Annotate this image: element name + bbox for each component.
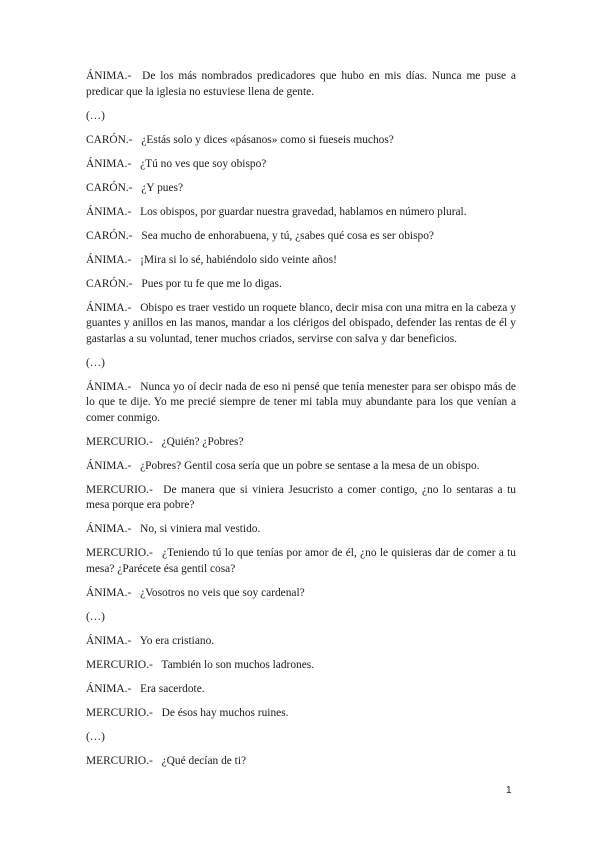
dialogue-paragraph (86, 658, 516, 674)
ellipsis-marker: (…) (86, 730, 105, 743)
dialogue-paragraph (86, 435, 516, 451)
dialogue-paragraph (86, 483, 516, 514)
ellipsis-marker: (…) (86, 109, 105, 122)
dialogue-text: ¿Vosotros no veis que soy cardenal? (140, 586, 305, 599)
dialogue-paragraph (86, 356, 516, 372)
speaker-name: ÁNIMA.- (86, 70, 132, 82)
dialogue-paragraph (86, 229, 516, 245)
dialogue-text: ¿Quién? ¿Pobres? (161, 435, 244, 448)
dialogue-body (86, 69, 516, 778)
dialogue-paragraph (86, 634, 516, 650)
dialogue-text: Sea mucho de enhorabuena, y tú, ¿sabes qué cosa es ser obispo? (141, 229, 434, 242)
speaker-name: ÁNIMA.- (86, 380, 132, 393)
speaker-name: ÁNIMA.- (86, 634, 132, 647)
dialogue-text: Era sacerdote. (140, 682, 205, 695)
dialogue-paragraph (86, 380, 516, 427)
dialogue-paragraph (86, 109, 516, 125)
dialogue-text: Pues por tu fe que me lo digas. (141, 277, 282, 290)
speaker-name: MERCURIO.- (86, 706, 153, 719)
speaker-name: ÁNIMA.- (86, 253, 132, 266)
dialogue-text: No, si viniera mal vestido. (140, 523, 261, 535)
ellipsis-marker: (…) (86, 356, 105, 369)
dialogue-paragraph (86, 754, 516, 770)
dialogue-paragraph (86, 205, 516, 221)
dialogue-text: ¿Pobres? Gentil cosa sería que un pobre se sentase a la mesa de un obispo. (140, 459, 480, 472)
dialogue-paragraph (86, 253, 516, 269)
dialogue-text: Obispo es traer vestido un roquete blanco, decir misa con una mitra en la cabeza y guantes y anillos en las manos, mandar a los clérigos del obispado, defender las rentas de él y gastarlas a su voluntad, tener muchos criados, servirse con salva y dar beneficios. (86, 301, 516, 345)
speaker-name: CARÓN.- (86, 229, 133, 242)
speaker-name: ÁNIMA.- (86, 523, 132, 535)
speaker-name: MERCURIO.- (86, 547, 153, 559)
dialogue-text: ¿Tú no ves que soy obispo? (140, 157, 267, 170)
speaker-name: MERCURIO.- (86, 483, 153, 496)
dialogue-text: ¿Teniendo tú lo que tenías por amor de él, ¿no le quisieras dar de comer a tu mesa? ¿Parécete ésa gentil cosa? (86, 547, 516, 575)
dialogue-paragraph (86, 133, 516, 149)
dialogue-paragraph (86, 459, 516, 475)
dialogue-paragraph (86, 277, 516, 293)
dialogue-paragraph (86, 546, 516, 577)
speaker-name: ÁNIMA.- (86, 586, 132, 599)
dialogue-text: Nunca yo oí decir nada de eso ni pensé que tenía menester para ser obispo más de lo que te dije. Yo me precié siempre de tener mi tabla muy abundante para los que venían a comer conmigo. (86, 380, 516, 424)
dialogue-paragraph (86, 682, 516, 698)
speaker-name: ÁNIMA.- (86, 459, 132, 472)
dialogue-text: De los más nombrados predicadores que hubo en mis días. Nunca me puse a predicar que la iglesia no estuviese llena de gente. (86, 70, 516, 98)
dialogue-text: Los obispos, por guardar nuestra gravedad, hablamos en número plural. (140, 205, 467, 218)
dialogue-paragraph (86, 586, 516, 602)
dialogue-text: De manera que si viniera Jesucristo a comer contigo, ¿no lo sentaras a tu mesa porque era pobre? (86, 483, 516, 511)
dialogue-text: ¿Qué decían de ti? (161, 754, 247, 767)
dialogue-paragraph (86, 730, 516, 746)
dialogue-text: ¿Estás solo y dices «pásanos» como si fueseis muchos? (141, 133, 394, 146)
speaker-name: ÁNIMA.- (86, 301, 132, 314)
speaker-name: MERCURIO.- (86, 658, 153, 671)
dialogue-text: ¡Mira si lo sé, habiéndolo sido veinte años! (140, 253, 337, 266)
dialogue-text: ¿Y pues? (141, 181, 184, 194)
page-number: 1 (506, 785, 512, 796)
dialogue-paragraph (86, 522, 516, 538)
speaker-name: ÁNIMA.- (86, 205, 132, 218)
dialogue-paragraph (86, 157, 516, 173)
dialogue-text: Yo era cristiano. (139, 634, 215, 647)
ellipsis-marker: (…) (86, 610, 105, 623)
speaker-name: CARÓN.- (86, 277, 133, 290)
dialogue-text: De ésos hay muchos ruines. (161, 706, 289, 719)
speaker-name: CARÓN.- (86, 133, 133, 146)
dialogue-paragraph (86, 610, 516, 626)
speaker-name: MERCURIO.- (86, 435, 153, 448)
dialogue-paragraph (86, 181, 516, 197)
speaker-name: ÁNIMA.- (86, 157, 132, 170)
dialogue-paragraph (86, 706, 516, 722)
speaker-name: CARÓN.- (86, 181, 133, 194)
speaker-name: ÁNIMA.- (86, 682, 132, 695)
dialogue-paragraph (86, 69, 516, 100)
speaker-name: MERCURIO.- (86, 754, 153, 767)
dialogue-text: También lo son muchos ladrones. (161, 658, 315, 671)
dialogue-paragraph (86, 301, 516, 348)
